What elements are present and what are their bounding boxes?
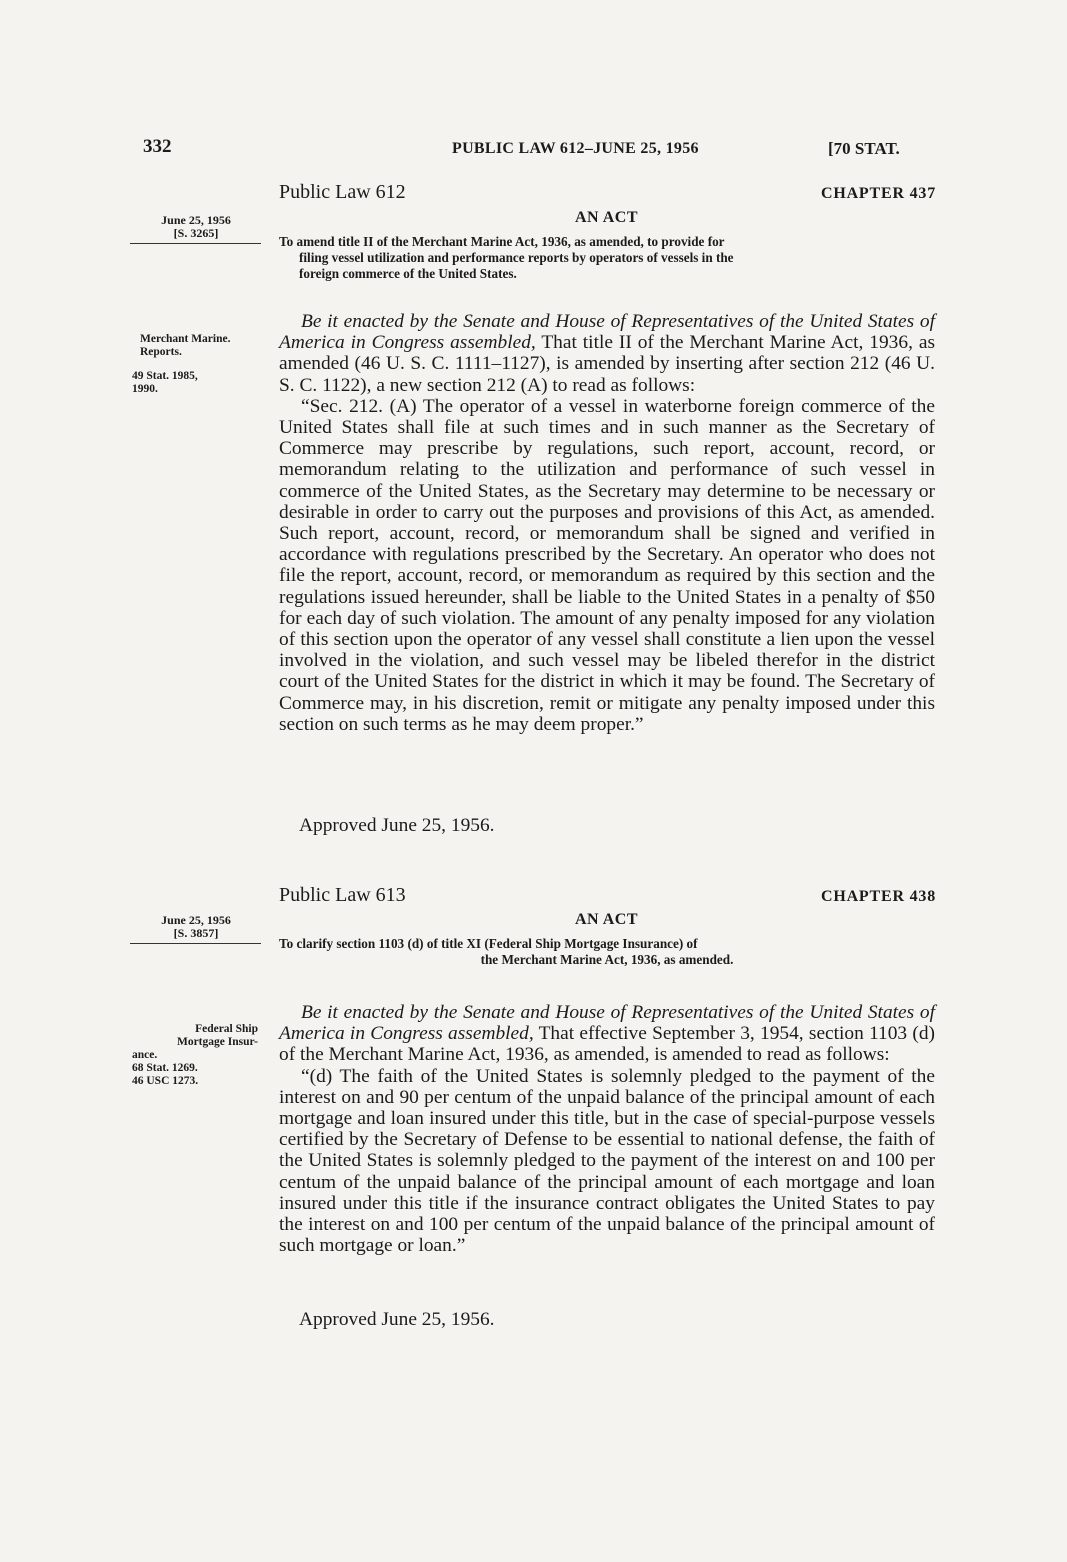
enacting-clause-italic: Be it enacted by the Senate and House of Representatives of the United States of America in Congress assembled,: [279, 311, 935, 354]
running-title: PUBLIC LAW 612–JUNE 25, 1956: [452, 140, 699, 157]
margin-note-line: Merchant Marine.: [140, 333, 231, 345]
chapter-438-heading: CHAPTER 438: [820, 888, 936, 905]
margin-note-ance: [132, 1049, 198, 1088]
enacting-clause-2: [279, 1002, 935, 1066]
margin-note-line: Reports.: [140, 346, 182, 358]
act-title-line: filing vessel utilization and performance reports by operators of vessels in the: [299, 250, 734, 265]
act-title-line: To clarify section 1103 (d) of title XI (Federal Ship Mortgage Insurance) of: [279, 936, 698, 951]
margin-note-federal-ship: [132, 1023, 258, 1049]
margin-cite-line: 49 Stat. 1985,: [132, 370, 198, 382]
public-law-613-heading: Public Law 613: [279, 884, 406, 906]
margin-date-text: June 25, 1956: [161, 913, 231, 927]
margin-note-merchant-marine: [140, 333, 230, 359]
an-act-heading-2: AN ACT: [575, 911, 639, 928]
margin-note-line: Federal Ship: [195, 1023, 258, 1035]
margin-date-law-612: [146, 214, 246, 240]
section-1103d-text: “(d) The faith of the United States is solemnly pledged to the payment of the interest on and 90 per centum of the unpaid balance of the principal amount of each mortgage and loan insured under this title, but in the case of special-purpose vessels certified by the Secretary of Defense to be essential to national defense, the faith of the United States is solemnly pledged to the payment of the interest on and 100 per centum of the unpaid balance of the principal amount of each mortgage and loan insured under this title if the insurance contract obligates the United States to pay the interest on and 100 per centum of the unpaid balance of the principal amount of such mortgage or loan.”: [279, 1065, 935, 1257]
margin-rule-2: [130, 943, 261, 944]
enacting-clause-1: [279, 311, 935, 396]
stat-reference: [70 STAT.: [828, 139, 900, 158]
margin-cite-line: 1990.: [132, 383, 158, 395]
act-title-law-613: [279, 936, 935, 968]
law-612-body: [279, 311, 935, 735]
margin-note-line: ance.: [132, 1049, 158, 1061]
margin-date-law-613: [146, 914, 246, 940]
act-title-line: the Merchant Marine Act, 1936, as amended.: [480, 952, 734, 967]
margin-note-line: Mortgage Insur-: [176, 1036, 258, 1048]
approved-date-1: Approved June 25, 1956.: [299, 815, 495, 836]
enacting-clause-text: That title II of the Merchant Marine Act, 1936, as amended (46 U. S. C. 1111–1127), is amended by inserting after section 212 (46 U. S. C. 1122), a new section 212 (A) to read as follows:: [279, 332, 935, 396]
enacting-clause-text: That effective September 3, 1954, section 1103 (d) of the Merchant Marine Act, 1936, as amended, is amended to read as follows:: [279, 1023, 935, 1066]
margin-cite-line: 68 Stat. 1269.: [132, 1062, 198, 1074]
public-law-612-heading: Public Law 612: [279, 181, 406, 203]
act-title-line: foreign commerce of the United States.: [299, 266, 517, 281]
enacting-clause-italic: Be it enacted by the Senate and House of Representatives of the United States of America in Congress assembled,: [279, 1002, 935, 1045]
page-number: 332: [143, 136, 172, 157]
margin-rule-1: [130, 243, 261, 244]
margin-date-text: June 25, 1956: [161, 213, 231, 227]
an-act-heading-1: AN ACT: [575, 209, 639, 226]
section-212a-text: “Sec. 212. (A) The operator of a vessel in waterborne foreign commerce of the United States shall file at such times and in such manner as the Secretary of Commerce may prescribe by regulations, such report, account, record, or memorandum relating to the utilization and performance of such vessel in commerce of the United States, as the Secretary may determine to be necessary or desirable in order to carry out the purposes and provisions of this Act, as amended. Such report, account, record, or memorandum shall be signed and verified in accordance with regulations prescribed by the Secretary. An operator who does not file the report, account, record, or memorandum as required by this section and the regulations issued hereunder, shall be liable to the United States in a penalty of $50 for each day of such violation. The amount of any penalty imposed for any violation of this section upon the operator of any vessel shall constitute a lien upon the vessel involved in the violation, and such vessel may be libeled therefor in the district court of the United States for the district in which it may be found. The Secretary of Commerce may, in his discretion, remit or mitigate any penalty imposed under this section on such terms as he may deem proper.”: [279, 395, 935, 735]
act-title-line: To amend title II of the Merchant Marine Act, 1936, as amended, to provide for: [279, 234, 725, 249]
margin-bill-number: [S. 3265]: [173, 226, 219, 240]
act-title-law-612: [279, 234, 935, 282]
chapter-437-heading: CHAPTER 437: [820, 185, 936, 202]
margin-cite-line: 46 USC 1273.: [132, 1075, 199, 1087]
law-613-body: [279, 1002, 935, 1256]
margin-citation-49-stat: [132, 370, 198, 396]
approved-date-2: Approved June 25, 1956.: [299, 1309, 495, 1330]
margin-bill-number: [S. 3857]: [173, 926, 219, 940]
